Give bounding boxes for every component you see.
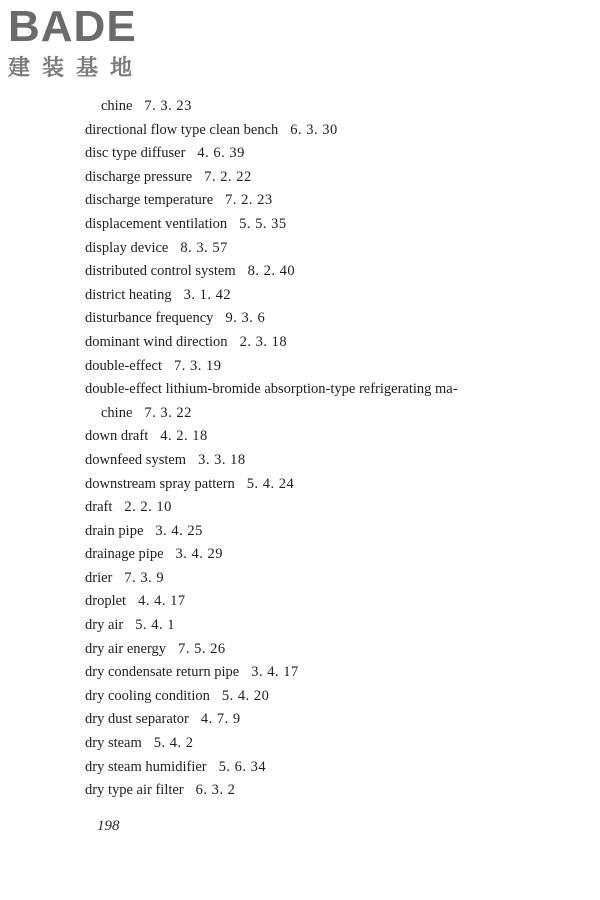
index-entry xyxy=(0,284,600,308)
index-entry xyxy=(0,378,600,402)
entry-term: chine xyxy=(101,404,133,421)
entry-term: dry type air filter xyxy=(85,782,184,799)
entry-clause-ref: 7. 3. 23 xyxy=(144,98,192,114)
entry-term: discharge pressure xyxy=(85,168,193,185)
entry-clause-ref: 8. 3. 57 xyxy=(180,239,228,256)
page-number: 198 xyxy=(97,818,120,834)
index-entry xyxy=(0,237,600,261)
entry-clause-ref: 5. 4. 1 xyxy=(135,617,175,634)
entry-term: dry air xyxy=(85,617,124,634)
index-entry xyxy=(0,119,600,143)
entry-clause-ref: 2. 3. 18 xyxy=(239,333,288,350)
index-entry xyxy=(0,425,600,449)
index-entry xyxy=(0,307,600,331)
logo-wordmark: BADE xyxy=(8,2,137,51)
entry-term: discharge temperature xyxy=(85,192,214,209)
index-entry xyxy=(0,779,600,803)
entry-term: disc type diffuser xyxy=(85,145,186,162)
entry-clause-ref: 7. 3. 9 xyxy=(124,569,165,586)
index-entry xyxy=(0,331,600,355)
entry-clause-ref: 3. 1. 42 xyxy=(183,286,232,303)
entry-term: downstream spray pattern xyxy=(85,475,235,492)
index-entry-list xyxy=(0,95,600,803)
entry-clause-ref: 7. 2. 22 xyxy=(204,168,252,185)
entry-clause-ref: 7. 3. 22 xyxy=(144,404,192,421)
entry-term: draft xyxy=(85,499,113,516)
index-entry xyxy=(0,708,600,732)
entry-clause-ref: 6. 3. 30 xyxy=(290,121,338,138)
entry-clause-ref: 4. 6. 39 xyxy=(197,145,245,162)
entry-term: disturbance frequency xyxy=(85,310,214,327)
index-entry xyxy=(0,473,600,497)
entry-clause-ref: 4. 2. 18 xyxy=(160,428,208,445)
entry-clause-ref: 9. 3. 6 xyxy=(225,310,266,327)
index-entry xyxy=(0,189,600,213)
entry-clause-ref: 4. 4. 17 xyxy=(138,593,186,610)
index-entry xyxy=(0,142,600,166)
entry-clause-ref: 8. 2. 40 xyxy=(247,263,296,280)
entry-term: distributed control system xyxy=(85,263,236,280)
entry-clause-ref: 5. 4. 24 xyxy=(246,475,295,492)
index-entry xyxy=(0,449,600,473)
index-entry xyxy=(0,355,600,379)
index-entry xyxy=(0,543,600,567)
entry-term: dominant wind direction xyxy=(85,333,228,350)
index-entry xyxy=(0,756,600,780)
index-entry xyxy=(0,685,600,709)
entry-term: dry steam humidifier xyxy=(85,758,207,775)
index-entry xyxy=(0,614,600,638)
index-entry xyxy=(0,590,600,614)
index-entry xyxy=(0,95,600,119)
index-entry xyxy=(0,732,600,756)
entry-clause-ref: 5. 6. 34 xyxy=(218,758,267,775)
entry-term: double-effect xyxy=(85,357,163,374)
entry-clause-ref: 7. 2. 23 xyxy=(225,192,273,209)
entry-term: double-effect lithium-bromide absorption-type refrigerating ma- xyxy=(85,381,458,398)
index-entry xyxy=(0,166,600,190)
entry-clause-ref: 5. 4. 2 xyxy=(153,735,194,752)
entry-term: down draft xyxy=(85,428,149,445)
index-entry xyxy=(0,638,600,662)
entry-term: dry dust separator xyxy=(85,711,189,728)
entry-term: dry steam xyxy=(85,735,142,752)
entry-term: dry air energy xyxy=(85,640,167,657)
entry-clause-ref: 3. 3. 18 xyxy=(198,451,246,468)
entry-clause-ref: 3. 4. 25 xyxy=(155,522,203,539)
logo-chinese-text: 建装基地 xyxy=(8,56,145,81)
index-entry xyxy=(0,496,600,520)
entry-term: chine xyxy=(101,98,133,114)
entry-clause-ref: 3. 4. 17 xyxy=(251,664,299,681)
entry-term: drier xyxy=(85,569,113,586)
entry-clause-ref: 7. 3. 19 xyxy=(174,357,222,374)
entry-clause-ref: 6. 3. 2 xyxy=(195,782,236,799)
entry-term: displacement ventilation xyxy=(85,215,228,232)
entry-term: district heating xyxy=(85,286,172,303)
bade-logo xyxy=(8,4,178,82)
entry-term: droplet xyxy=(85,593,127,610)
entry-clause-ref: 2. 2. 10 xyxy=(124,499,172,516)
entry-term: downfeed system xyxy=(85,451,187,468)
entry-clause-ref: 3. 4. 29 xyxy=(175,546,224,563)
entry-term: dry condensate return pipe xyxy=(85,664,240,681)
index-entry xyxy=(0,213,600,237)
entry-term: dry cooling condition xyxy=(85,687,210,704)
index-entry xyxy=(0,260,600,284)
entry-clause-ref: 5. 4. 20 xyxy=(221,687,270,704)
index-entry xyxy=(0,567,600,591)
entry-term: display device xyxy=(85,239,169,256)
entry-clause-ref: 7. 5. 26 xyxy=(178,640,226,657)
entry-term: directional flow type clean bench xyxy=(85,121,279,138)
entry-term: drainage pipe xyxy=(85,546,164,563)
index-entry xyxy=(0,661,600,685)
index-entry xyxy=(0,402,600,426)
entry-term: drain pipe xyxy=(85,522,144,539)
entry-clause-ref: 4. 7. 9 xyxy=(200,711,241,728)
entry-clause-ref: 5. 5. 35 xyxy=(239,215,287,232)
index-entry xyxy=(0,520,600,544)
